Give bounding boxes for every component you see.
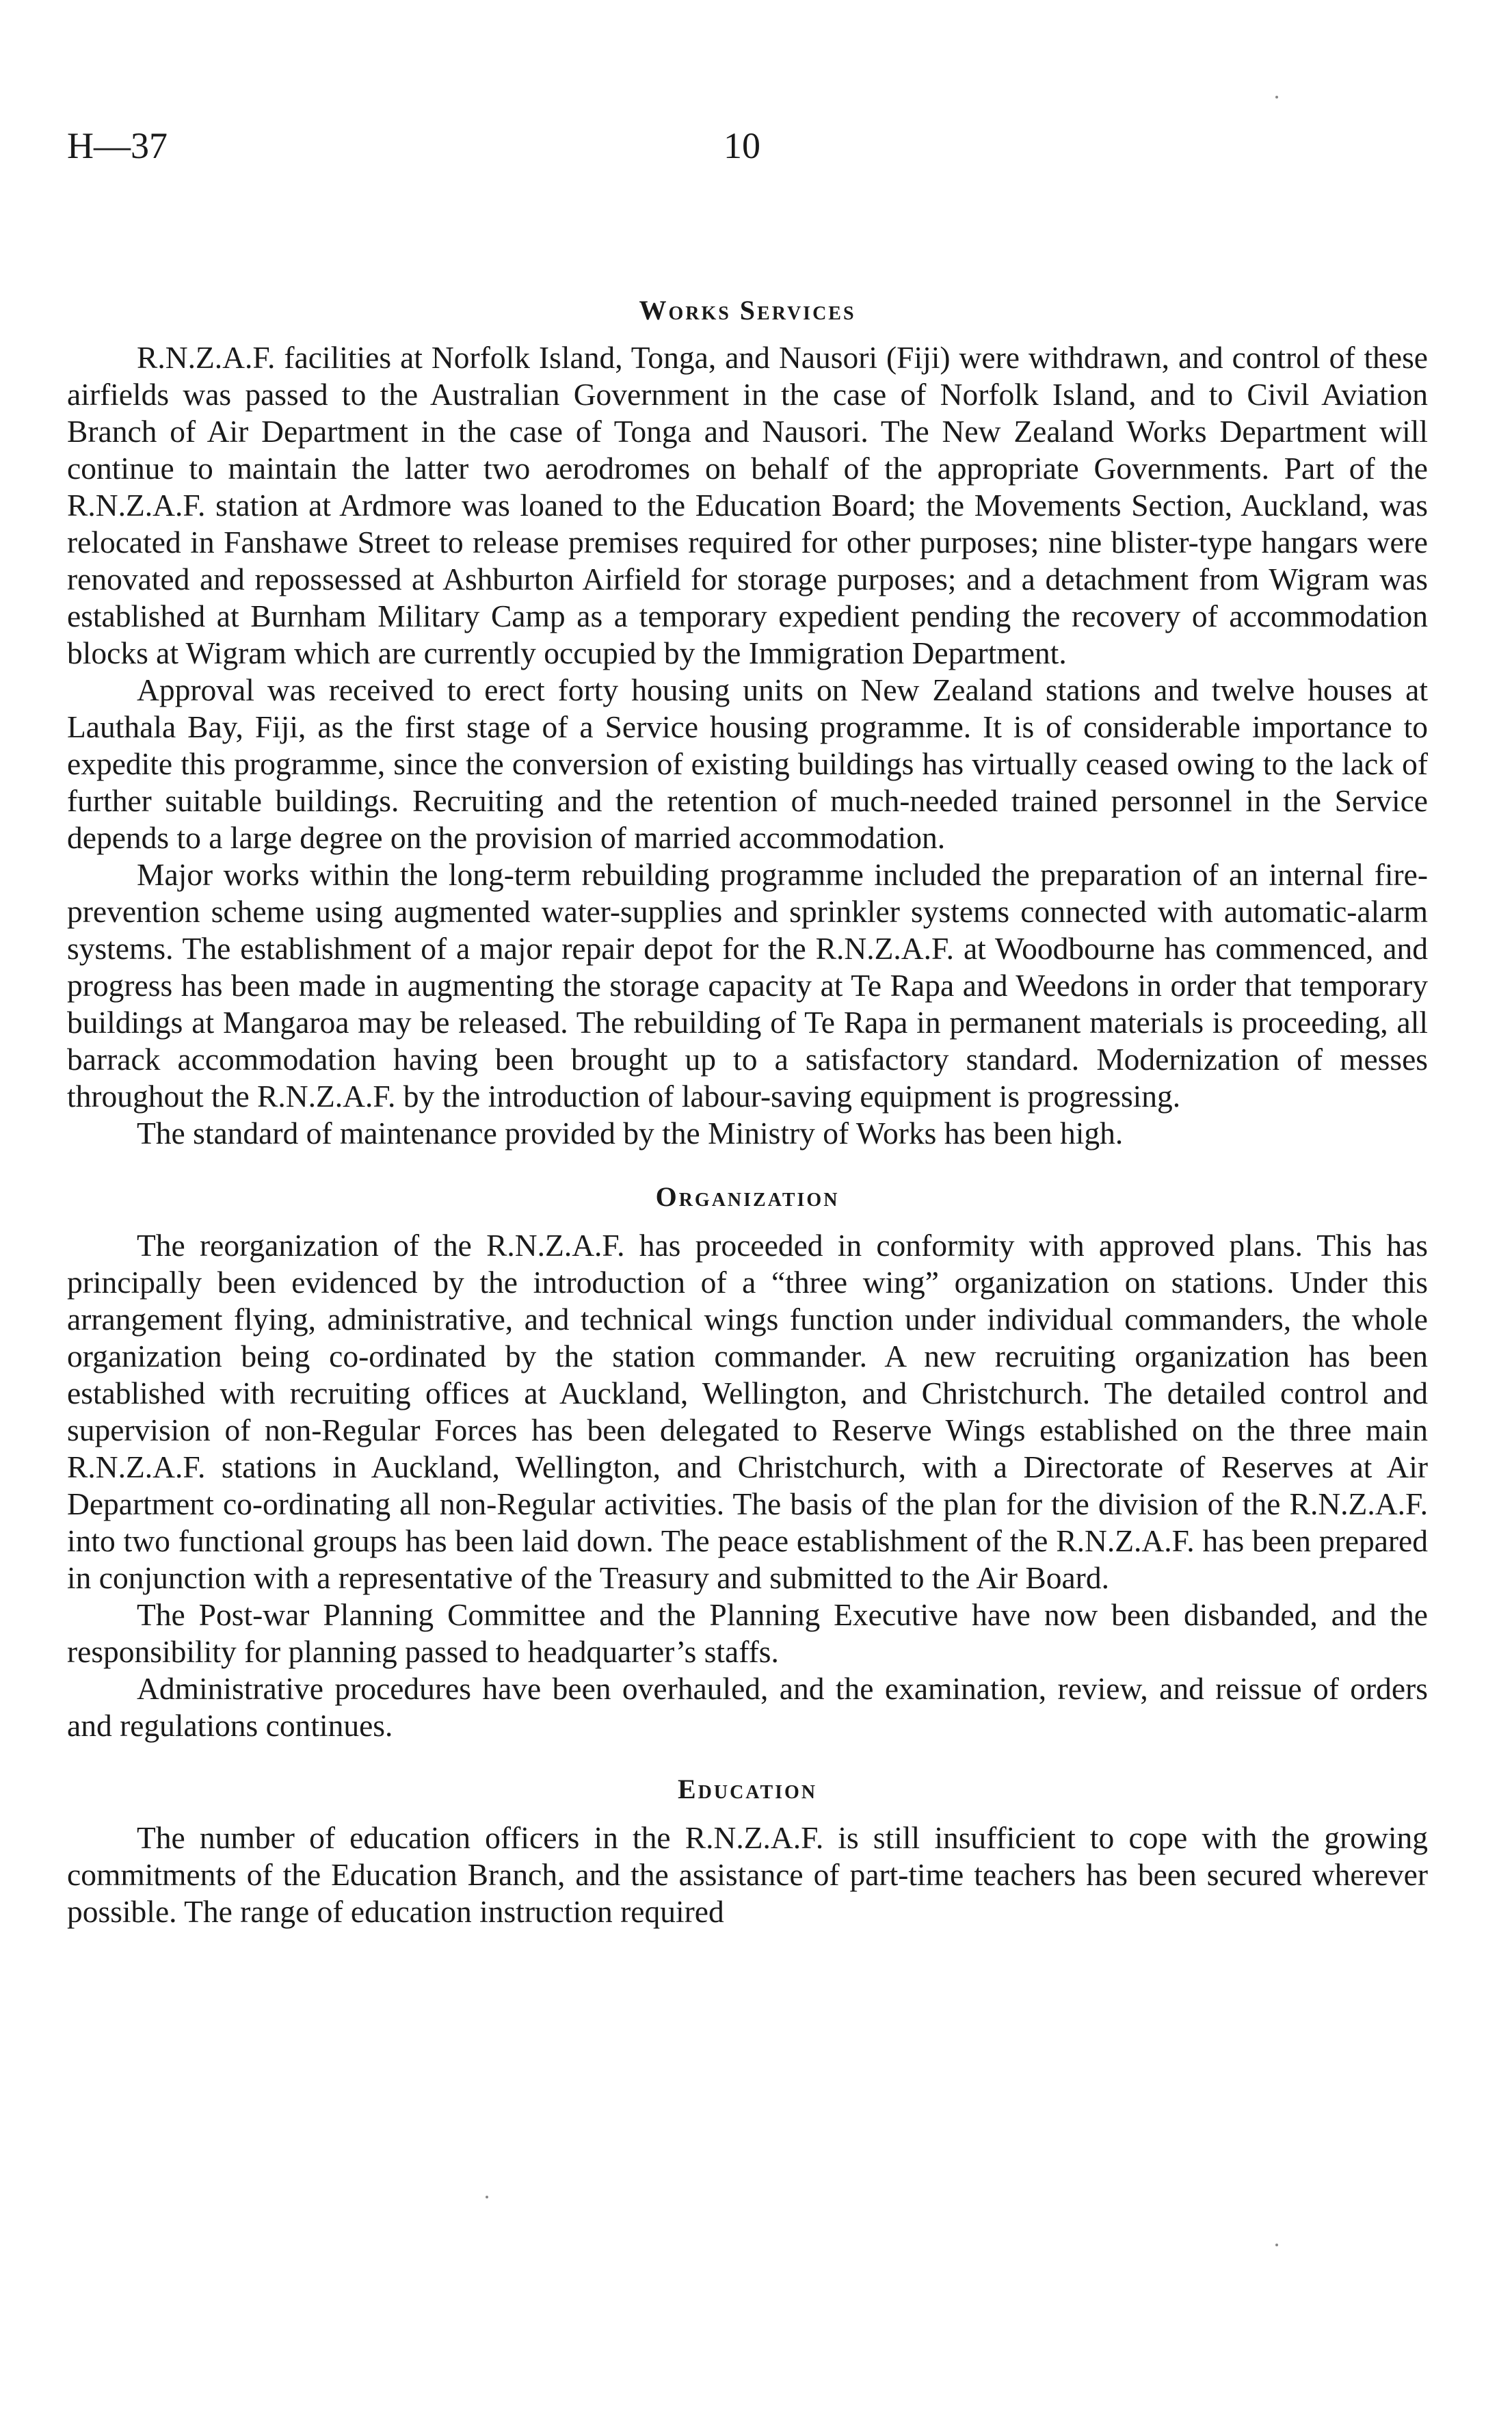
- paragraph: The standard of maintenance provided by the Ministry of Works has been high.: [137, 1116, 1124, 1151]
- paragraph: The reorganization of the R.N.Z.A.F. has proceeded in conformity with approved plans. This has principally been evidenced by the introduction of a “three wing” organization on stations. Under this arrangement flying, administrative, and technical wings function under individual commanders, the whole organization being co-ordinated by the station commander. A new recruiting organization has been established with recruiting offices at Auckland, Wellington, and Christchurch. The detailed control and supervision of non-Regular Forces has been delegated to Reserve Wings established on the three main R.N.Z.A.F. stations in Auckland, Wellington, and Christchurch, with a Directorate of Reserves at Air Department co-ordinating all non-Regular activities. The basis of the plan for the division of the R.N.Z.A.F. into two functional groups has been laid down. The peace establishment of the R.N.Z.A.F. has been prepared in conjunction with a representative of the Treasury and submitted to the Air Board.: [67, 1228, 1428, 1595]
- paragraph: Administrative procedures have been overhauled, and the examination, review, and reissue of orders and regulations continues.: [67, 1671, 1428, 1743]
- paragraph: The Post-war Planning Committee and the Planning Executive have now been disbanded, and the responsibility for planning passed to headquarter’s staffs.: [67, 1597, 1428, 1669]
- page-header: [67, 127, 1428, 189]
- document-reference: H—37: [67, 125, 168, 166]
- paragraph: R.N.Z.A.F. facilities at Norfolk Island, Tonga, and Nausori (Fiji) were withdrawn, and control of these airfields was passed to the Australian Government in the case of Norfolk Island, and to Civil Aviation Branch of Air Department in the case of Tonga and Nausori. The New Zealand Works Department will continue to maintain the latter two aerodromes on behalf of the appropriate Governments. Part of the R.N.Z.A.F. station at Ardmore was loaned to the Education Board; the Movements Section, Auckland, was relocated in Fanshawe Street to release premises required for other purposes; nine blister-type hangars were renovated and repossessed at Ashburton Airfield for storage purposes; and a detachment from Wigram was established at Burnham Military Camp as a temporary expedient pending the recovery of accommodation blocks at Wigram which are currently occupied by the Immigration Department.: [67, 340, 1428, 670]
- section-title-education: Education: [677, 1774, 818, 1804]
- paragraph: The number of education officers in the R.N.Z.A.F. is still insufficient to cope with the growing commitments of the Education Branch, and the assistance of part-time teachers has been secured wherever possible. The range of education instruction required: [67, 1820, 1428, 1929]
- section-education: [67, 1776, 1428, 1930]
- paper-speck: [486, 2196, 488, 2198]
- section-works-services: [67, 297, 1428, 1152]
- paper-speck: [1275, 96, 1278, 98]
- paper-speck: [1275, 2244, 1278, 2246]
- page-number: 10: [724, 125, 760, 166]
- section-title-works-services: Works Services: [639, 295, 856, 326]
- section-organization: [67, 1183, 1428, 1744]
- section-title-organization: Organization: [655, 1181, 840, 1212]
- paragraph: Major works within the long-term rebuilding programme included the preparation of an internal fire-prevention scheme using augmented water-supplies and sprinkler systems connected with automatic-alarm systems. The establishment of a major repair depot for the R.N.Z.A.F. at Woodbourne has commenced, and progress has been made in augmenting the storage capacity at Te Rapa and Weedons in order that temporary buildings at Mangaroa may be released. The rebuilding of Te Rapa in permanent materials is proceeding, all barrack accommodation having been brought up to a satisfactory standard. Modernization of messes throughout the R.N.Z.A.F. by the introduction of labour-saving equipment is progressing.: [67, 857, 1428, 1114]
- document-page: [67, 127, 1428, 1930]
- paragraph: Approval was received to erect forty housing units on New Zealand stations and twelve houses at Lauthala Bay, Fiji, as the first stage of a Service housing programme. It is of considerable importance to expedite this programme, since the conversion of existing buildings has virtually ceased owing to the lack of further suitable buildings. Recruiting and the retention of much-needed trained personnel in the Service depends to a large degree on the provision of married accommodation.: [67, 672, 1428, 855]
